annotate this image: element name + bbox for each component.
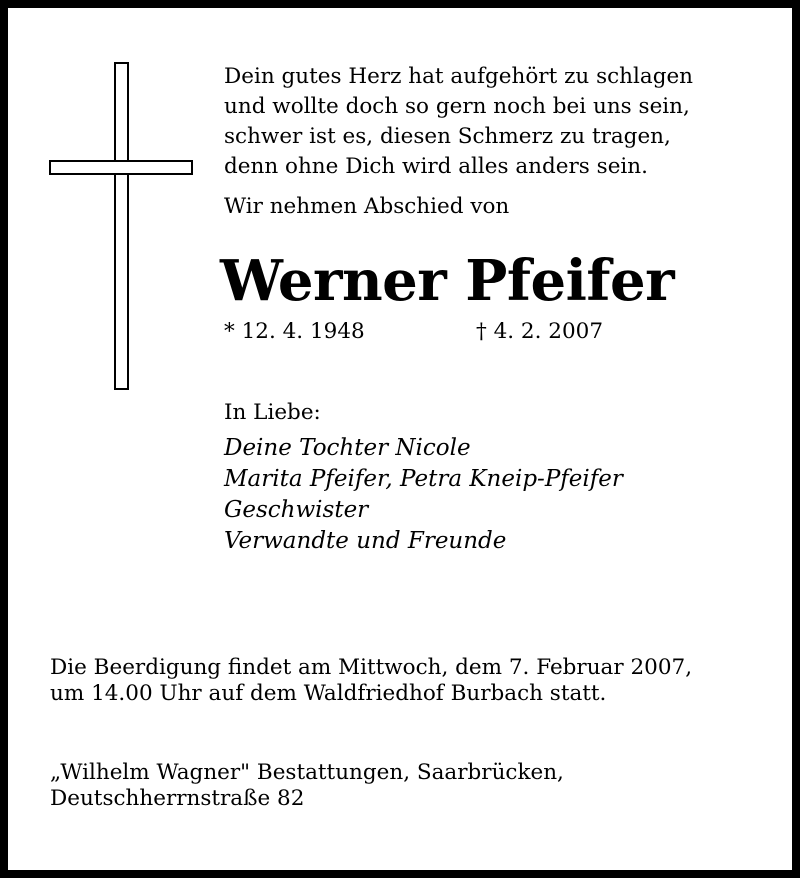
birth-date: * 12. 4. 1948 bbox=[224, 319, 365, 344]
death-date: † 4. 2. 2007 bbox=[476, 319, 603, 344]
funeral-details bbox=[50, 655, 692, 707]
poem-line: schwer ist es, diesen Schmerz zu tragen, bbox=[224, 124, 671, 149]
undertaker-details bbox=[50, 760, 564, 812]
mourner-line: Geschwister bbox=[224, 497, 369, 523]
cross-vertical-beam bbox=[114, 62, 129, 390]
farewell-intro: Wir nehmen Abschied von bbox=[224, 194, 510, 219]
memorial-poem bbox=[224, 62, 693, 182]
mourners-label: In Liebe: bbox=[224, 400, 321, 425]
cross-horizontal-beam bbox=[49, 160, 193, 175]
deceased-name: Werner Pfeifer bbox=[220, 248, 675, 314]
mourner-line: Verwandte und Freunde bbox=[224, 528, 507, 554]
undertaker-line: „Wilhelm Wagner" Bestattungen, Saarbrücken, bbox=[50, 760, 564, 785]
funeral-line: um 14.00 Uhr auf dem Waldfriedhof Burbach statt. bbox=[50, 681, 607, 706]
funeral-line: Die Beerdigung findet am Mittwoch, dem 7. Februar 2007, bbox=[50, 655, 693, 680]
mourner-line: Deine Tochter Nicole bbox=[224, 435, 471, 461]
undertaker-line: Deutschherrnstraße 82 bbox=[50, 786, 305, 811]
mourners-list bbox=[224, 433, 623, 557]
poem-line: und wollte doch so gern noch bei uns sein, bbox=[224, 94, 690, 119]
poem-line: Dein gutes Herz hat aufgehört zu schlagen bbox=[224, 64, 694, 89]
obituary-notice bbox=[8, 8, 792, 870]
poem-line: denn ohne Dich wird alles anders sein. bbox=[224, 154, 648, 179]
mourner-line: Marita Pfeifer, Petra Kneip-Pfeifer bbox=[224, 466, 623, 492]
